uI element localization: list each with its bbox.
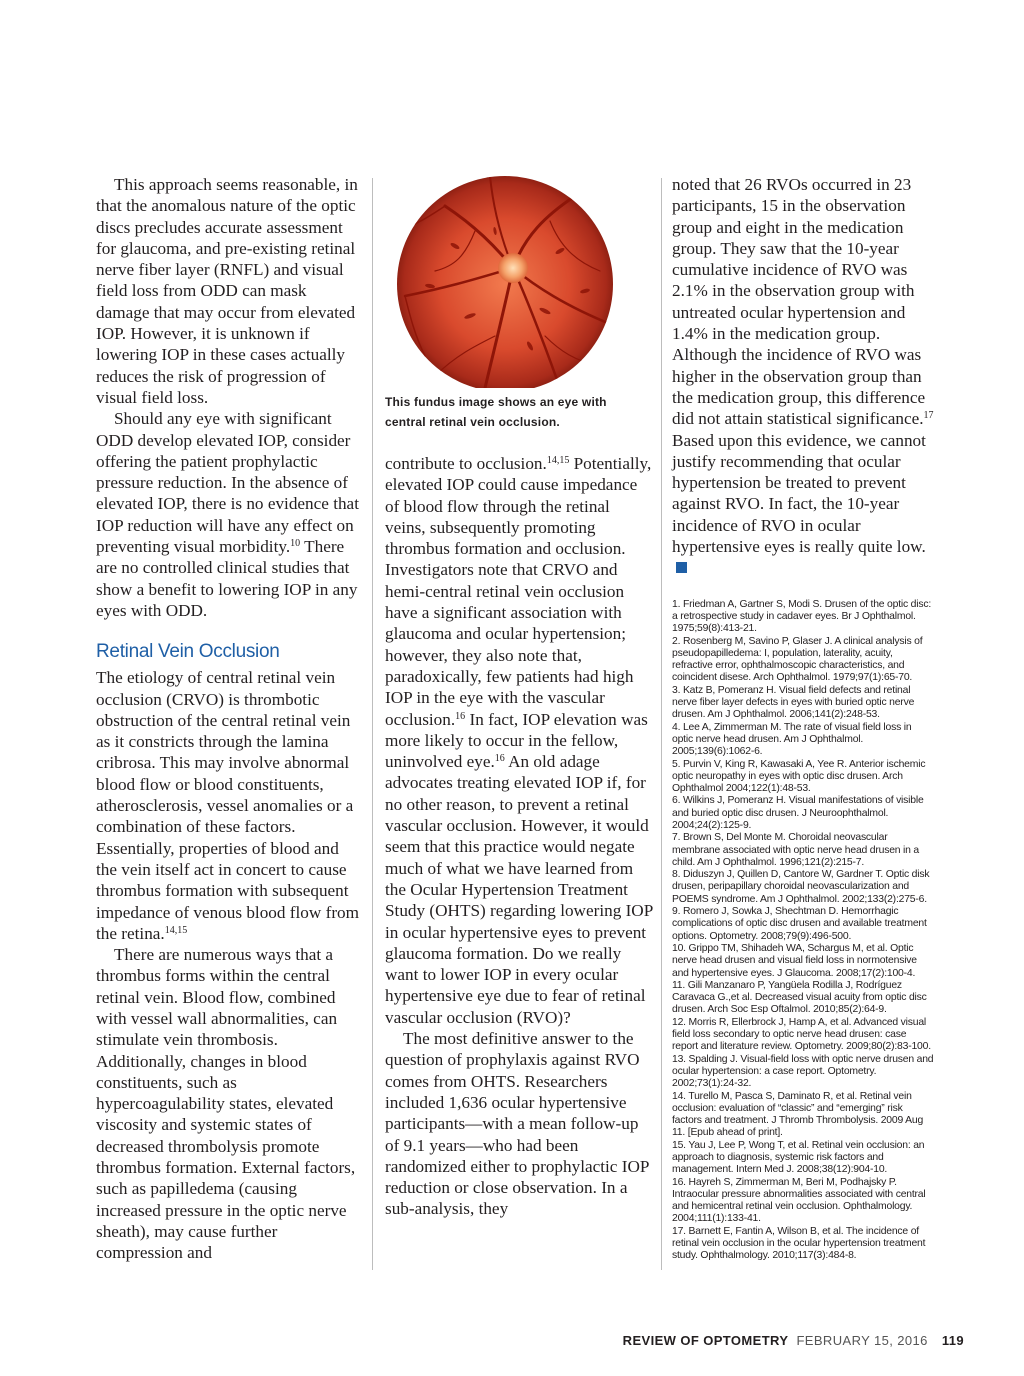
reference-item: 15. Yau J, Lee P, Wong T, et al. Retinal vein occlusion: an approach to diagnosis, systemic risk factors and management. Intern Med J. 2008;38(12):904-10.	[672, 1139, 925, 1176]
reference-item: 9. Romero J, Sowka J, Shechtman D. Hemorrhagic complications of optic disc drusen and available treatment options. Optometry. 2008;79(9):496-500.	[672, 906, 927, 942]
reference-item: 17. Barnett E, Fantin A, Wilson B, et al. The incidence of retinal vein occlusion in the ocular hypertension treatment study. Ophthalmology. 2010;117(3):484-8.	[672, 1225, 926, 1262]
reference-item: 6. Wilkins J, Pomeranz H. Visual manifestations of visible and buried optic disc drusen. J Neuroophthalmol. 2004;24(2):125-9.	[672, 795, 924, 831]
citation-superscript: 17	[923, 410, 934, 422]
issue-date: FEBRUARY 15, 2016	[796, 1333, 928, 1348]
reference-item: 14. Turello M, Pasca S, Daminato R, et al. Retinal vein occlusion: evaluation of “classic” and “emerging” risk factors and treatment. J Thromb Thrombolysis. 2009 Aug 11. [Epub ahead of print].	[672, 1090, 924, 1139]
publication-name: REVIEW OF OPTOMETRY	[622, 1333, 789, 1348]
paragraph: There are numerous ways that a thrombus forms within the central retinal vein. Blood flow, combined with vessel wall abnormalities, can stimulate vein thrombosis. Additionally, changes in blood constituents, such as hypercoagulability states, elevated viscosity and systemic states of decreased thrombolysis promote thrombus formation. External factors, such as papilledema (causing increased pressure in the optic nerve sheath), may cause further compression and	[96, 945, 356, 1263]
fundus-image	[385, 176, 625, 388]
reference-item: 12. Morris R, Ellerbrock J, Hamp A, et al. Advanced visual field loss secondary to optic nerve head drusen: case report and literature review. Optometry. 2009;80(2):83-100.	[672, 1016, 931, 1053]
article-column-2	[385, 453, 653, 1220]
reference-item: 13. Spalding J. Visual-field loss with optic nerve drusen and ocular hypertension: a case report. Optometry. 2002;73(1):24-32.	[672, 1053, 934, 1090]
column-rule-left	[372, 178, 373, 1270]
paragraph: This approach seems reasonable, in that the anomalous nature of the optic discs precludes accurate assessment for glaucoma, and pre-existing retinal nerve fiber layer (RNFL) and visual field loss from ODD can mask damage that may occur from elevated IOP. However, it is unknown if lowering IOP in these cases actually reduces the risk of progression of visual field loss.	[96, 175, 358, 407]
fundus-photo-illustration	[385, 176, 625, 388]
column-rule-right	[661, 178, 662, 1270]
citation-superscript: 14,15	[546, 455, 570, 466]
reference-item: 3. Katz B, Pomeranz H. Visual field defects and retinal nerve fiber layer defects in eyes with buried optic nerve drusen. Am J Ophthalmol. 2006;141(2):248-53.	[672, 684, 915, 721]
reference-item: 10. Grippo TM, Shihadeh WA, Schargus M, et al. Optic nerve head drusen and visual field loss in normotensive and hypertensive eyes. J Glaucoma. 2008;17(2):100-4.	[672, 942, 917, 979]
paragraph: The etiology of central retinal vein occlusion (CRVO) is thrombotic obstruction of the central retinal vein as it constricts through the lamina cribrosa. This may involve abnormal blood flow or blood constituents, atherosclerosis, vessel anomalies or a combination of these factors. Essentially, properties of blood and the vein itself act in concert to cause thrombus formation with subsequent impedance of venous blood flow from the retina.$^{14,15}$	[96, 668, 359, 943]
section-heading: Retinal Vein Occlusion	[96, 641, 280, 663]
paragraph: Should any eye with significant ODD develop elevated IOP, consider offering the patient prophylactic pressure reduction. In the absence of elevated IOP, there is no evidence that IOP reduction will have any effect on preventing visual morbidity.$^{10}$ There are no controlled clinical studies that show a benefit to lowering IOP in any eyes with ODD.	[96, 409, 359, 620]
page-number: 119	[941, 1333, 964, 1348]
optic-disc	[498, 253, 528, 283]
article-column-3	[672, 174, 934, 1263]
reference-item: 7. Brown S, Del Monte M. Choroidal neovascular membrane associated with optic nerve head drusen in a child. Am J Ophthalmol. 1996;121(2):215-7.	[672, 832, 920, 868]
reference-item: 4. Lee A, Zimmerman M. The rate of visual field loss in optic nerve head drusen. Am J Ophthalmol. 2005;139(6):1062-6.	[672, 721, 912, 758]
reference-item: 1. Friedman A, Gartner S, Modi S. Drusen of the optic disc: a retrospective study in cadaver eyes. Br J Ophthalmol. 1975;59(8):413-21.	[672, 598, 932, 635]
citation-superscript: 16	[455, 710, 466, 722]
citation-superscript: 16	[494, 753, 505, 765]
page-footer	[623, 1333, 964, 1348]
citation-superscript: 14,15	[164, 924, 188, 936]
paragraph: contribute to occlusion.$^{14,15}$ Potentially, elevated IOP could cause impedance of blood flow through the retinal veins, subsequently promoting thrombus formation and occlusion. Investigators note that CRVO and hemi-central retinal vein occlusion have a significant association with glaucoma and ocular hypertension; however, they also note that, paradoxically, few patients had high IOP in the eye with the vascular occlusion.$^{16}$ In fact, IOP elevation was more likely to occur in the fellow, uninvolved eye.$^{16}$ An old adage advocates treating elevated IOP if, for no other reason, to prevent a retinal vascular occlusion. However, it would seem that this practice would negate much of what we have learned from the Ocular Hypertension Treatment Study (OHTS) regarding lowering IOP in ocular hypertensive eyes to prevent glaucoma formation. Do we really want to lower IOP in every ocular hypertensive eye due to fear of retinal vascular occlusion (RVO)?	[385, 454, 653, 1027]
citation-superscript: 10	[290, 538, 301, 550]
end-of-article-mark	[676, 562, 687, 573]
reference-item: 8. Diduszyn J, Quillen D, Cantore W, Gardner T. Optic disk drusen, peripapillary choroidal neovascularization and POEMS syndrome. Am J Ophthalmol. 2002;133(2):275-6.	[672, 869, 930, 905]
article-column-1	[96, 174, 362, 1264]
reference-item: 11. Gili Manzanaro P, Yangüela Rodilla J, Rodríguez Caravaca G.,et al. Decreased visual acuity from optic disc drusen. Arch Soc Esp Oftalmol. 2010;85(2):64-9.	[672, 979, 927, 1016]
reference-list	[672, 599, 934, 1263]
paragraph: noted that 26 RVOs occurred in 23 participants, 15 in the observation group and eight in the medication group. They saw that the 10-year cumulative incidence of RVO was 2.1% in the observation group with untreated ocular hypertension and 1.4% in the medication group. Although the incidence of RVO was higher in the observation group than the medication group, this difference did not attain statistical significance.$^{17}$ Based upon this evidence, we cannot justify recommending that ocular hypertension be treated to prevent against RVO. In fact, the 10-year incidence of RVO in ocular hypertensive eyes is really quite low.	[672, 174, 934, 579]
paragraph: The most definitive answer to the question of prophylaxis against RVO comes from OHTS. Researchers included 1,636 ocular hypertensive participants—with a mean follow-up of 9.1 years—who had been randomized either to prophylactic IOP reduction or close observation. In a sub-analysis, they	[385, 1029, 649, 1219]
reference-item: 2. Rosenberg M, Savino P, Glaser J. A clinical analysis of pseudopapilledema: I, population, laterality, acuity, refractive error, ophthalmoscopic characteristics, and coincident disese. Arch Ophthalmol. 1979;97(1):65-70.	[672, 635, 923, 684]
reference-item: 5. Purvin V, King R, Kawasaki A, Yee R. Anterior ischemic optic neuropathy in eyes with optic disc drusen. Arch Ophthalmol 2004;122(1):48-53.	[672, 758, 926, 795]
figure-caption: This fundus image shows an eye with central retinal vein occlusion.	[385, 395, 607, 429]
reference-item: 16. Hayreh S, Zimmerman M, Beri M, Podhajsky P. Intraocular pressure abnormalities associated with central and hemicentral retinal vein occlusion. Ophthalmology. 2004;111(1):133-41.	[672, 1176, 926, 1225]
